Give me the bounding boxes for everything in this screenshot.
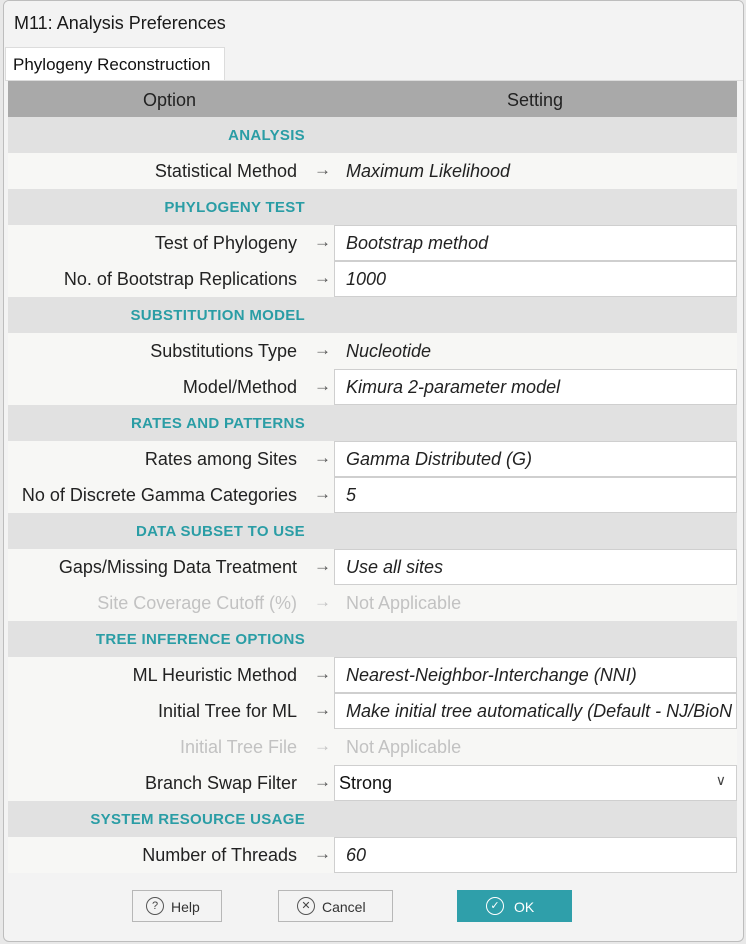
arrow-right-icon: → [314, 736, 331, 755]
option-row [8, 225, 737, 261]
setting-field[interactable] [334, 837, 737, 873]
analysis-preferences-window [3, 0, 744, 942]
setting-field[interactable] [334, 369, 737, 405]
window-title: M11: Analysis Preferences [14, 13, 226, 33]
setting-value: Maximum Likelihood [346, 161, 511, 181]
setting-field[interactable] [334, 477, 737, 513]
option-row [8, 477, 737, 513]
column-header-setting: Setting [507, 90, 564, 110]
option-row [8, 585, 737, 621]
arrow-right-icon: → [314, 232, 331, 251]
close-icon: ✕ [297, 897, 315, 915]
option-label: Substitutions Type [150, 341, 297, 361]
option-row [8, 549, 737, 585]
setting-value: Kimura 2-parameter model [346, 377, 561, 397]
section-label: SUBSTITUTION MODEL [130, 307, 305, 324]
arrow-right-icon: → [314, 376, 331, 395]
setting-value: Make initial tree automatically (Default - NJ/BioN [346, 701, 733, 721]
arrow-right-icon: → [314, 592, 331, 611]
arrow-right-icon: → [314, 844, 331, 863]
cancel-button[interactable] [278, 890, 393, 922]
setting-field[interactable] [334, 657, 737, 693]
section-label: RATES AND PATTERNS [130, 415, 305, 432]
setting-value: 60 [346, 845, 367, 865]
arrow-right-icon: → [314, 664, 331, 683]
option-label: Model/Method [182, 377, 297, 397]
arrow-right-icon: → [314, 556, 331, 575]
setting-value: Use all sites [346, 557, 444, 577]
option-label: Gaps/Missing Data Treatment [58, 557, 297, 577]
option-label: Rates among Sites [144, 449, 297, 469]
setting-value: Not Applicable [346, 593, 462, 613]
option-row [8, 657, 737, 693]
option-label: Branch Swap Filter [144, 773, 297, 793]
column-header-option: Option [143, 90, 197, 110]
option-label: No of Discrete Gamma Categories [21, 485, 297, 505]
setting-value: Nucleotide [346, 341, 432, 361]
option-label: Site Coverage Cutoff (%) [97, 593, 297, 613]
section-label: SYSTEM RESOURCE USAGE [90, 811, 305, 828]
setting-field[interactable] [334, 261, 737, 297]
table-header [8, 81, 737, 117]
option-row [8, 837, 737, 873]
arrow-right-icon: → [314, 340, 331, 359]
help-button[interactable] [132, 890, 222, 922]
setting-value: Nearest-Neighbor-Interchange (NNI) [346, 665, 637, 685]
option-label: Initial Tree File [179, 737, 297, 757]
ok-button-label: OK [514, 899, 535, 915]
arrow-right-icon: → [314, 160, 331, 179]
section-header [8, 801, 737, 837]
arrow-right-icon: → [314, 268, 331, 287]
check-icon: ✓ [486, 897, 504, 915]
setting-value: 5 [346, 485, 357, 505]
cancel-button-label: Cancel [322, 899, 366, 915]
option-label: Test of Phylogeny [154, 233, 297, 253]
setting-field[interactable] [334, 693, 737, 729]
arrow-right-icon: → [314, 772, 331, 791]
arrow-right-icon: → [314, 448, 331, 467]
section-label: ANALYSIS [228, 127, 305, 144]
ok-button[interactable] [457, 890, 572, 922]
question-icon: ? [146, 897, 164, 915]
setting-value: Bootstrap method [346, 233, 489, 253]
setting-value: 1000 [346, 269, 387, 289]
option-row [8, 369, 737, 405]
select-value: Strong [339, 773, 393, 793]
option-row [8, 441, 737, 477]
setting-field[interactable] [334, 225, 737, 261]
section-header [8, 513, 737, 549]
section-header [8, 621, 737, 657]
section-header [8, 297, 737, 333]
setting-field[interactable] [334, 441, 737, 477]
section-label: TREE INFERENCE OPTIONS [95, 631, 305, 648]
section-label: PHYLOGENY TEST [164, 199, 305, 216]
section-header [8, 405, 737, 441]
arrow-right-icon: → [314, 484, 331, 503]
setting-value: Gamma Distributed (G) [346, 449, 533, 469]
option-label: Number of Threads [142, 845, 297, 865]
option-row [8, 729, 737, 765]
setting-value: Not Applicable [346, 737, 462, 757]
option-row [8, 693, 737, 729]
option-label: Statistical Method [154, 161, 297, 181]
option-row [8, 765, 737, 801]
branch-swap-filter-select[interactable] [334, 765, 737, 801]
option-row [8, 261, 737, 297]
option-row [8, 333, 737, 369]
option-label: ML Heuristic Method [132, 665, 297, 685]
tab-phylogeny-reconstruction[interactable]: Phylogeny Reconstruction [5, 47, 225, 81]
title-bar[interactable] [4, 1, 743, 47]
chevron-down-icon[interactable]: ∨ [715, 772, 726, 788]
section-header [8, 189, 737, 225]
section-header [8, 117, 737, 153]
option-label: No. of Bootstrap Replications [63, 269, 297, 289]
section-label: DATA SUBSET TO USE [135, 523, 305, 540]
setting-field[interactable] [334, 549, 737, 585]
option-row [8, 153, 737, 189]
option-label: Initial Tree for ML [157, 701, 297, 721]
help-button-label: Help [171, 899, 200, 915]
arrow-right-icon: → [314, 700, 331, 719]
